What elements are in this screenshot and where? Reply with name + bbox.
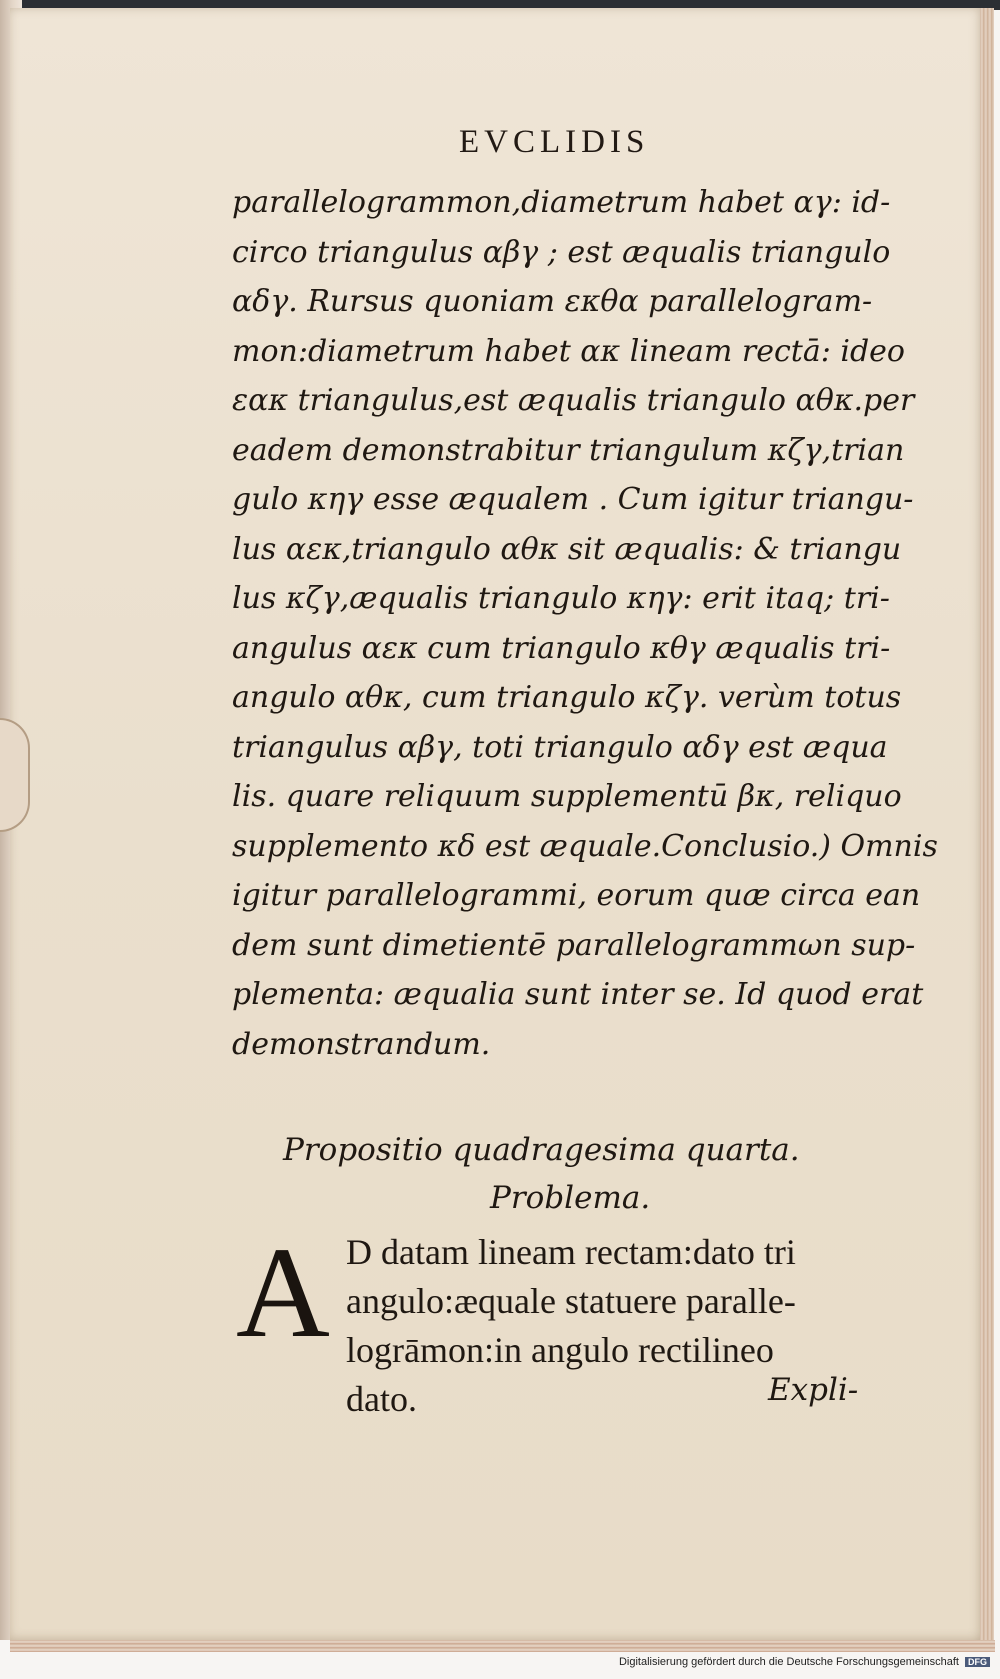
drop-cap: A <box>236 1221 330 1365</box>
text-line: lus αεκ,triangulo αθκ sit æqualis: & triangu <box>232 531 902 567</box>
text-line: parallelogrammon,diametrum habet αγ: id- <box>232 185 891 220</box>
text-line: mon:diametrum habet ακ lineam rectā: ideo <box>232 333 905 369</box>
body-text <box>232 178 940 1069</box>
credit-text: Digitalisierung gefördert durch die Deutsche Forschungsgemeinschaft <box>618 1656 959 1668</box>
text-line: lus κζγ,æqualis triangulo κηγ: erit itaq; tri- <box>232 581 890 616</box>
text-line: dem sunt dimetientē parallelogrammωn sup- <box>232 927 916 963</box>
catchword: Expli- <box>768 1372 859 1408</box>
text-line: gulo κηγ esse æqualem . Cum igitur triangu- <box>232 482 914 517</box>
text-line: igitur parallelogrammi, eorum quæ circa ean <box>232 878 921 913</box>
text-line: plementa: æqualia sunt inter se. Id quod erat <box>232 977 924 1012</box>
text-line: εακ triangulus,est æqualis triangulo αθκ.per <box>232 383 915 418</box>
text-line: triangulus αβγ, toti triangulo αδγ est æqua <box>232 729 888 765</box>
page-edge-right <box>980 8 994 1648</box>
running-head: EVCLIDIS <box>459 124 650 160</box>
text-line: circo triangulus αβγ ; est æqualis triangulo <box>232 234 891 270</box>
text-line: angulo αθκ, cum triangulo κζγ. verùm totus <box>232 680 902 715</box>
dfg-logo: DFG <box>965 1657 990 1667</box>
text-line: demonstrandum. <box>232 1026 491 1062</box>
proposition-subtitle: Problema. <box>490 1180 651 1216</box>
text-line: eadem demonstrabitur triangulum κζγ,trian <box>232 432 905 468</box>
text-line: angulo:æquale statuere paralle- <box>346 1281 796 1321</box>
page-edge-bottom <box>10 1640 995 1652</box>
text-line: D datam lineam rectam:dato tri <box>346 1232 796 1272</box>
proposition-title: Propositio quadragesima quarta. <box>283 1132 800 1168</box>
text-line: supplemento κδ est æquale.Conclusio.) Omnis <box>232 828 938 864</box>
text-line: logrāmon:in angulo rectilineo <box>346 1330 774 1370</box>
text-line: dato. <box>346 1379 417 1419</box>
text-line: lis. quare reliquum supplementū βκ, reliquo <box>232 779 902 814</box>
digitization-credit <box>600 1656 990 1674</box>
text-line: αδγ. Rursus quoniam εκθα parallelogram- <box>232 284 873 319</box>
bookmark-tab <box>0 718 30 832</box>
text-line: angulus αεκ cum triangulo κθγ æqualis tri- <box>232 630 891 666</box>
